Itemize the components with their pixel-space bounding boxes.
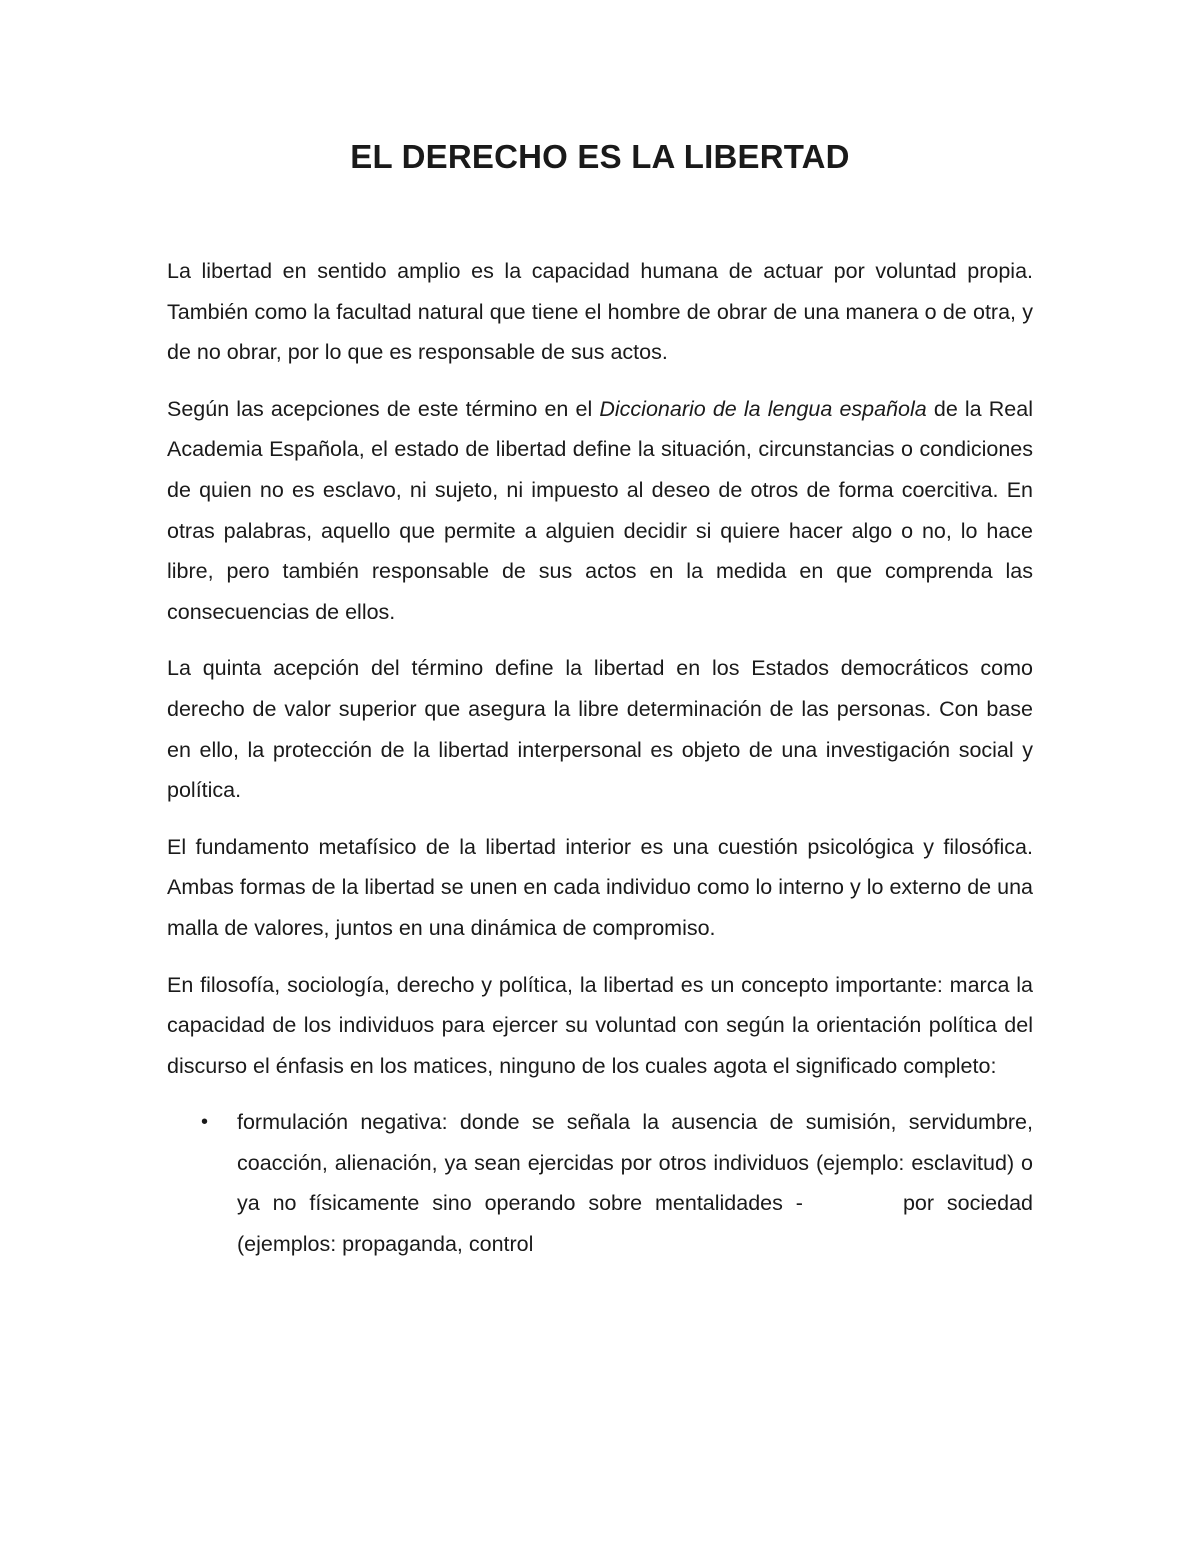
list-item [167,1102,1033,1264]
paragraph-2-start: Según las acepciones de este término en el [167,396,600,421]
paragraph-2-end: de la Real Academia Española, el estado de libertad define la situación, circunstancias o condiciones de quien no es esclavo, ni sujeto, ni impuesto al deseo de otros de forma coercitiva. En otras palabras, aquello que permite a alguien decidir si quiere hacer algo o no, lo hace libre, pero también responsable de sus actos en la medida en que comprenda las consecuencias de ellos. [167,396,1033,624]
document-title: EL DERECHO ES LA LIBERTAD [350,138,850,175]
list-item-text-end: por sociedad (ejemplos: propaganda, control [237,1191,1033,1257]
paragraph-3: La quinta acepción del término define la libertad en los Estados democráticos como derecho de valor superior que asegura la libre determinación de las personas. Con base en ello, la protección de la libertad interpersonal es objeto de una investigación social y política. [167,656,1033,803]
dictionary-title: Diccionario de la lengua española [599,396,927,421]
bullet-list [167,1102,1033,1264]
paragraph-4: El fundamento metafísico de la libertad interior es una cuestión psicológica y filosófica. Ambas formas de la libertad se unen en cada individuo como lo interno y lo externo de una malla de valores, juntos en una dinámica de compromiso. [167,834,1033,940]
paragraph-1: La libertad en sentido amplio es la capacidad humana de actuar por voluntad propia. También como la facultad natural que tiene el hombre de obrar de una manera o de otra, y de no obrar, por lo que es responsable de sus actos. [167,259,1033,365]
document-body [167,251,1033,1265]
list-item-text-start: formulación negativa: donde se señala la ausencia de sumisión, servidumbre, coacción, alienación, ya sean ejercidas por otros individuos (ejemplo: esclavitud) o ya no físicamente sino operando sobre mentalidades - [237,1110,1033,1216]
bullet-icon: • [201,1111,209,1134]
paragraph-5: En filosofía, sociología, derecho y política, la libertad es un concepto importante: marca la capacidad de los individuos para ejercer su voluntad con según la orientación política del discurso el énfasis en los matices, ninguno de los cuales agota el significado completo: [167,972,1033,1078]
paragraph-2 [167,389,1033,633]
